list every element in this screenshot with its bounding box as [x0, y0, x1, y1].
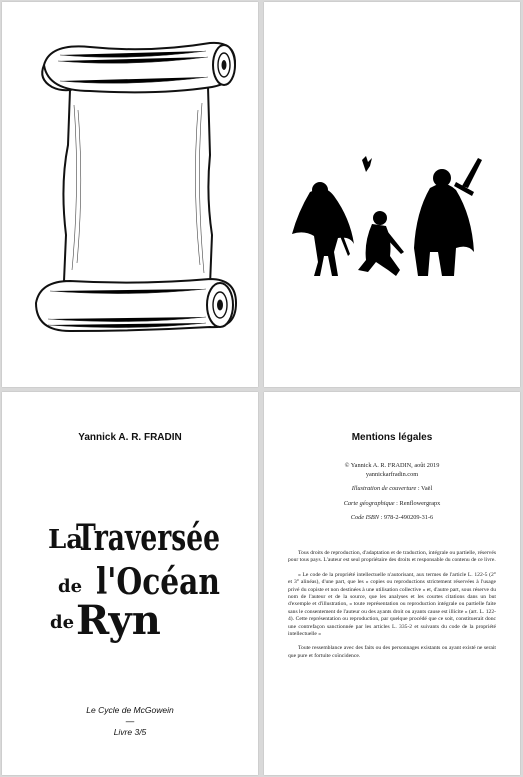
legal-heading: Mentions légales — [351, 432, 433, 443]
legal-page — [264, 392, 520, 775]
legal-text — [288, 550, 496, 667]
legal-paragraph: Tous droits de reproduction, d'adaptation et de traduction, intégrale ou partielle, réservés pour tous pays. L'auteur est seul propriétaire des droits et responsable du contenu de ce livre. — [288, 550, 496, 564]
parchment-scroll-illustration — [30, 35, 240, 340]
title-de-2: de — [50, 612, 75, 633]
series-name: Le Cycle de McGowein — [86, 705, 174, 715]
scroll-page — [2, 2, 258, 387]
copyright-line: © Yannick A. R. FRADIN, août 2019 — [344, 462, 440, 469]
legal-credits — [264, 462, 520, 529]
website-line: yannickarfradin.com — [365, 470, 419, 478]
title-page — [2, 392, 258, 775]
title-ryn: Ryn — [76, 597, 161, 644]
cover-credit — [264, 485, 520, 494]
author-name: Yannick A. R. FRADIN — [78, 432, 182, 443]
title-ocean: l'Océan — [96, 561, 220, 603]
cover-credit-label: Illustration de couverture — [351, 485, 417, 492]
characters-silhouette-illustration — [288, 152, 498, 282]
volume-number: Livre 3/5 — [113, 727, 147, 737]
isbn-value: : 978-2-490209-31-6 — [378, 514, 434, 521]
legal-paragraph: « Le code de la propriété intellectuelle n'autorisant, aux termes de l'article L. 122-5 (2° et 3° alinéas), d'une part, que les « copies ou reproductions strictement réservées à l'usage privé du copiste et non destinées à une utilisation collective » et, d'autre part, sous réserve du nom de l'auteur et de la source, que les analyses et les courtes citations dans un but d'exemple et d'illustration, « toute représentation ou reproduction intégrale ou partielle faite sans le consentement de l'auteur ou des ayants droit ou ayants cause est illicite » (art. L. 122-4). Cette représentation ou reproduction, par quelque procédé que ce soit, constituerait donc une contrefaçon sanctionnée par les articles L. 335-2 et suivants du code de la propriété intellectuelle » — [288, 571, 496, 638]
title-de-1: de — [58, 576, 83, 597]
map-credit — [264, 500, 520, 509]
silhouette-page — [264, 2, 520, 387]
cover-credit-value: : Vaël — [416, 485, 433, 492]
series-info — [2, 705, 258, 738]
legal-paragraph: Toute ressemblance avec des faits ou des personnages existants ou ayant existé ne serait que pure et fortuite coïncidence. — [288, 645, 496, 659]
isbn-label: Code ISBN — [350, 514, 379, 521]
series-separator: — — [125, 716, 135, 726]
map-credit-value: : Renflowergrapx — [394, 499, 441, 507]
isbn-line — [264, 514, 520, 523]
map-credit-label: Carte géographique — [343, 499, 395, 507]
title-la: La — [48, 525, 84, 555]
title-traversee: Traversée — [76, 517, 220, 559]
book-title — [46, 510, 226, 655]
